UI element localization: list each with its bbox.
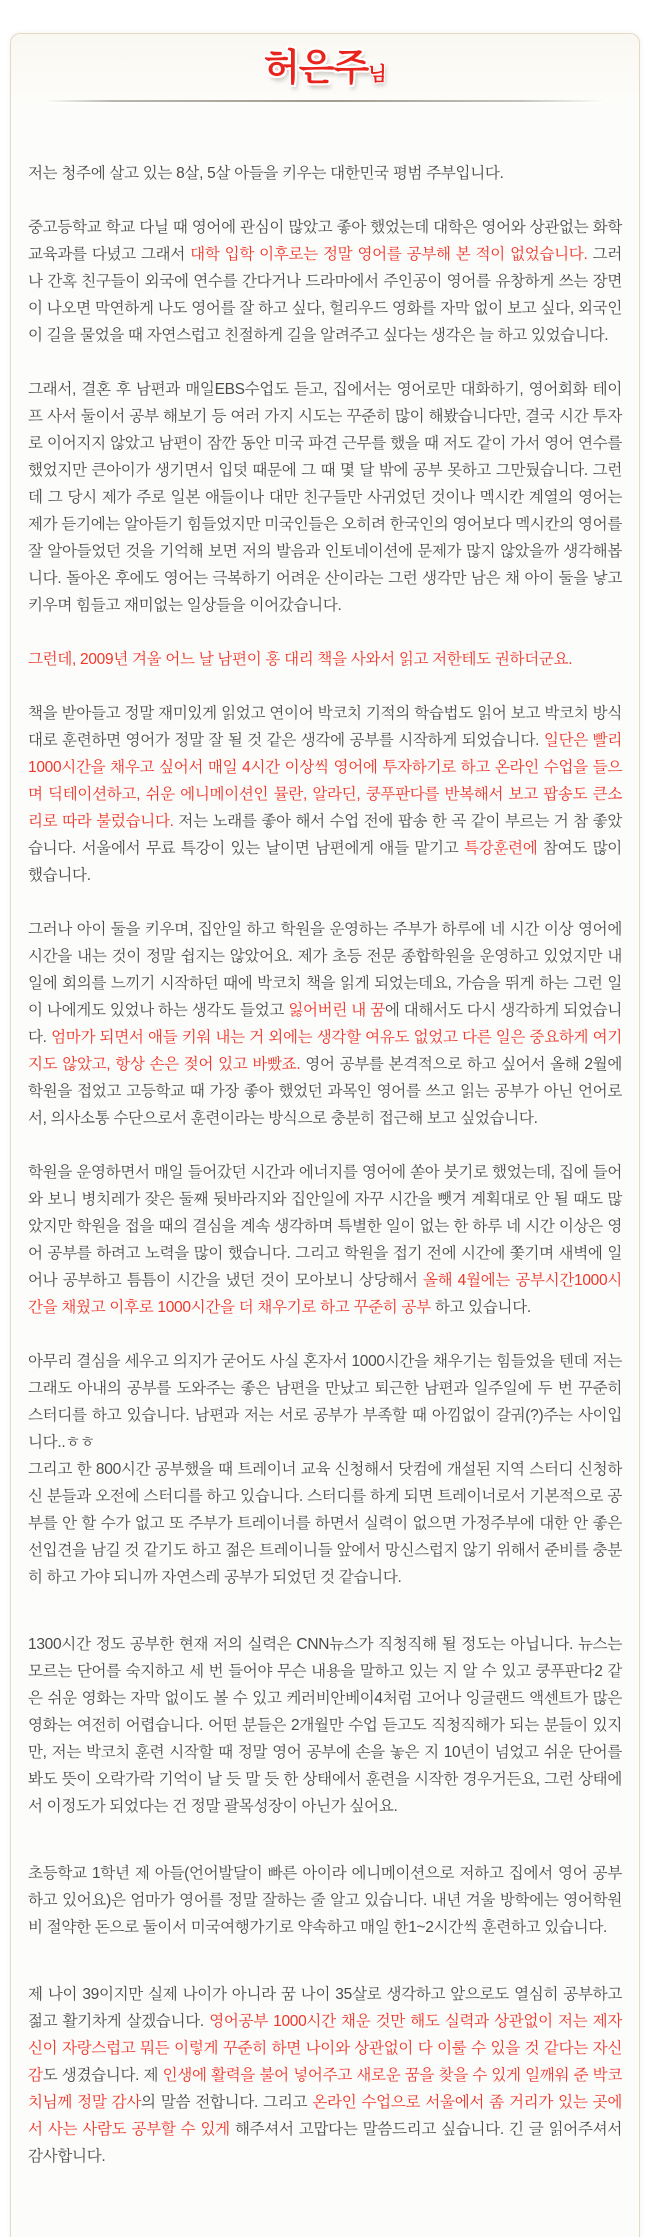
body-text: 영어 공부를 본격적으로 하고 싶어서 올해 2월에 학원을 접었고 고등학교 때 가장 좋아 했었던 과목인 영어를 쓰고 읽는 공부가 아닌 언어로서, 의사소통 수단으로서 훈련이라는 방식으로 충분히 접근해 보고 싶었습니다. bbox=[28, 1056, 622, 1127]
highlighted-text: 엄마가 되면서 애들 키워 내는 거 외에는 생각할 여유도 없었고 다른 일은 중요하게 여기지도 않았고, 항상 손은 젖어 있고 바빴죠. bbox=[28, 1029, 622, 1073]
highlighted-text: 일단은 빨리 1000시간을 채우고 싶어서 매일 4시간 이상씩 영어에 투자하기로 하고 온라인 수업을 들으며 딕테이션하고, 쉬운 에니메이션인 뮬란, 알라딘, 쿵푸판다를 반복해서 보고 팝송도 큰소리로 따라 불렀습니다. bbox=[28, 732, 623, 830]
paragraph bbox=[28, 1981, 622, 2170]
body-text: 중고등학교 학교 다닐 때 영어에 관심이 많았고 좋아 했었는데 대학은 영어와 상관없는 화학교육과를 다녔고 그래서 bbox=[28, 219, 622, 263]
paragraph bbox=[28, 1631, 622, 1820]
author-honorific: 님 bbox=[368, 64, 387, 85]
paragraph bbox=[28, 916, 622, 1132]
highlighted-text: 온라인 수업으로 서울에서 좀 거리가 있는 곳에서 사는 사람도 공부할 수 있게 bbox=[28, 2094, 623, 2138]
paragraph bbox=[28, 376, 622, 619]
highlighted-text: 특강훈련에 bbox=[464, 840, 538, 857]
paragraph bbox=[28, 160, 622, 187]
body-text: 도 생겼습니다. 제 bbox=[42, 2067, 163, 2084]
body-text: 하고 있습니다. bbox=[430, 1299, 531, 1316]
paragraph bbox=[28, 700, 622, 889]
post-body bbox=[28, 160, 622, 2170]
highlighted-text: 잃어버린 내 꿈 bbox=[288, 1002, 385, 1019]
highlighted-text: 올해 4월에는 공부시간1000시간을 채웠고 이후로 1000시간을 더 채우기로 하고 꾸준히 공부 bbox=[28, 1272, 622, 1316]
author-name: 허은주 bbox=[263, 47, 369, 88]
body-text: 1300시간 정도 공부한 현재 저의 실력은 CNN뉴스가 직청직해 될 정도는 아닙니다. 뉴스는 모르는 단어를 숙지하고 세 번 들어야 무슨 내용을 말하고 있는 지 알 수 있고 쿵푸판다2 같은 쉬운 영화는 자막 없이도 볼 수 있고 케러비안베이4처럼 고어나 잉글랜드 액센트가 많은 영화는 여전히 어렵습니다. 어떤 분들은 2개월만 수업 듣고도 직청직해가 되는 분들이 있지만, 저는 박코치 훈련 시작할 때 정말 영어 공부에 손을 놓은 지 10년이 넘었고 쉬운 단어를 봐도 뜻이 오락가락 기억이 날 듯 말 듯 한 상태에서 훈련을 시작한 경우거든요, 그런 상태에서 이정도가 되었다는 건 정말 괄목성장이 아닌가 싶어요. bbox=[28, 1636, 622, 1815]
body-text: 그러나 간혹 친구들이 외국에 연수를 간다거나 드라마에서 주인공이 영어를 유창하게 쓰는 장면이 나오면 막연하게 나도 영어를 잘 하고 싶다, 헐리우드 영화를 자막 없이 보고 싶다, 외국인이 길을 물었을 때 자연스럽고 친절하게 길을 알려주고 싶다는 생각은 늘 하고 있었습니다. bbox=[28, 246, 622, 344]
body-text: 참여도 많이 했습니다. bbox=[28, 840, 622, 884]
paragraph bbox=[28, 1860, 622, 1941]
body-text: 해주셔서 고맙다는 말씀드리고 싶습니다. 긴 글 읽어주셔서 감사합니다. bbox=[28, 2121, 622, 2165]
body-text: 책을 받아들고 정말 재미있게 읽었고 연이어 박코치 기적의 학습법도 읽어 보고 박코치 방식대로 훈련하면 영어가 정말 잘 될 것 같은 생각에 공부를 시작하게 되었습니다. bbox=[28, 705, 622, 749]
body-text: 그러나 아이 둘을 키우며, 집안일 하고 학원을 운영하는 주부가 하루에 네 시간 이상 영어에 시간을 내는 것이 정말 쉽지는 않았어요. 제가 초등 전문 종합학원을 운영하고 있었지만 내일에 회의를 느끼기 시작하던 때에 박코치 책을 읽게 되었는데요, 가슴을 뛰게 하는 그런 일이 나에게도 있었나 하는 생각도 들었고 bbox=[28, 921, 622, 1019]
body-text: 그래서, 결혼 후 남편과 매일EBS수업도 듣고, 집에서는 영어로만 대화하기, 영어회화 테이프 사서 둘이서 공부 해보기 등 여러 가지 시도는 꾸준히 많이 해봤습니다만, 결국 시간 투자로 이어지지 않았고 남편이 잠깐 동안 미국 파견 근무를 했을 때 저도 같이 가서 영어 연수를 했었지만 큰아이가 생기면서 입덧 때문에 그 때 몇 달 밖에 공부 못하고 그만뒀습니다. 그런데 그 당시 제가 주로 일본 애들이나 대만 친구들만 사귀었던 것이나 멕시칸 계열의 영어는 제가 듣기에는 알아듣기 힘들었지만 미국인들은 오히려 한국인의 영어보다 멕시칸의 영어를 잘 알아들었던 것을 기억해 보면 저의 발음과 인토네이션에 문제가 많지 않았을까 생각해봅니다. 돌아온 후에도 영어는 극복하기 어려운 산이라는 그런 생각만 남은 채 아이 둘을 낳고 키우며 힘들고 재미없는 일상들을 이어갔습니다. bbox=[28, 381, 622, 614]
body-text: 저는 노래를 좋아 해서 수업 전에 팝송 한 곡 같이 부르는 거 참 좋았습니다. 서울에서 무료 특강이 있는 날이면 남편에게 애들 맡기고 bbox=[28, 813, 623, 857]
body-text: 저는 청주에 살고 있는 8살, 5살 아들을 키우는 대한민국 평범 주부입니다. bbox=[28, 165, 504, 182]
body-text: 초등학교 1학년 제 아들(언어발달이 빠른 아이라 에니메이션으로 저하고 집에서 영어 공부 하고 있어요)은 엄마가 영어를 정말 잘하는 줄 알고 있습니다. 내년 겨울 방학에는 영어학원비 절약한 돈으로 둘이서 미국여행가기로 약속하고 매일 한1~2시간씩 훈련하고 있습니다. bbox=[28, 1865, 622, 1936]
body-text: 학원을 운영하면서 매일 들어갔던 시간과 에너지를 영어에 쏟아 붓기로 했었는데, 집에 들어와 보니 병치레가 잦은 둘째 뒷바라지와 집안일에 자꾸 시간을 뺏겨 계획대로 안 될 때도 많았지만 학원을 접을 때의 결심을 계속 생각하며 특별한 일이 없는 한 하루 네 시간 이상은 영어 공부를 하려고 노력을 많이 했습니다. 그리고 학원을 접기 전에 시간에 쫓기며 새벽에 일어나 공부하고 틈틈이 시간을 냈던 것이 모아보니 상당해서 bbox=[28, 1164, 622, 1289]
body-text: 의 말씀 전합니다. 그리고 bbox=[141, 2094, 313, 2111]
body-text: 제 나이 39이지만 실제 나이가 아니라 꿈 나이 35살로 생각하고 앞으로도 열심히 공부하고 젊고 활기차게 살겠습니다. bbox=[28, 1986, 622, 2030]
highlighted-text: 영어공부 1000시간 채운 것만 해도 실력과 상관없이 저는 제자신이 자랑스럽고 뭐든 이렇게 꾸준히 하면 나이와 상관없이 다 이룰 수 있을 것 같다는 자신감 bbox=[28, 2013, 622, 2084]
highlighted-text: 대학 입학 이후로는 정말 영어를 공부해 본 적이 없었습니다. bbox=[190, 246, 588, 263]
paragraph bbox=[28, 214, 622, 349]
highlighted-text: 인생에 활력을 불어 넣어주고 새로운 꿈을 찾을 수 있게 일깨워 준 박코치님께 정말 감사 bbox=[28, 2067, 622, 2111]
title-divider bbox=[46, 100, 604, 102]
paragraph bbox=[28, 646, 622, 673]
page-title bbox=[28, 46, 622, 97]
paragraph bbox=[28, 1159, 622, 1321]
body-text: 아무리 결심을 세우고 의지가 굳어도 사실 혼자서 1000시간을 채우기는 힘들었을 텐데 저는 그래도 아내의 공부를 도와주는 좋은 남편을 만났고 퇴근한 남편과 일주일에 두 번 꾸준히 스터디를 하고 있습니다. 남편과 저는 서로 공부가 부족할 때 아낌없이 갈궈(?)주는 사이입니다..ㅎㅎ bbox=[28, 1353, 622, 1451]
body-text: 그리고 한 800시간 공부했을 때 트레이너 교육 신청해서 닷컴에 개설된 지역 스터디 신청하신 분들과 오전에 스터디를 하고 있습니다. 스터디를 하게 되면 트레이너로서 기본적으로 공부를 안 할 수가 없고 또 주부가 트레이너를 하면서 실력이 없으면 가정주부에 대한 안 좋은 선입견을 남길 것 같기도 하고 젊은 트레이니들 앞에서 망신스럽지 않기 위해서 준비를 충분히 하고 가야 되니까 자연스레 공부가 되었던 것 같습니다. bbox=[28, 1461, 622, 1586]
body-text: 에 대해서도 다시 생각하게 되었습니다. bbox=[28, 1002, 622, 1046]
paragraph bbox=[28, 1348, 622, 1591]
content-card bbox=[10, 33, 640, 2237]
highlighted-text: 그런데, 2009년 겨울 어느 날 남편이 홍 대리 책을 사와서 읽고 저한테도 권하더군요. bbox=[28, 651, 573, 668]
